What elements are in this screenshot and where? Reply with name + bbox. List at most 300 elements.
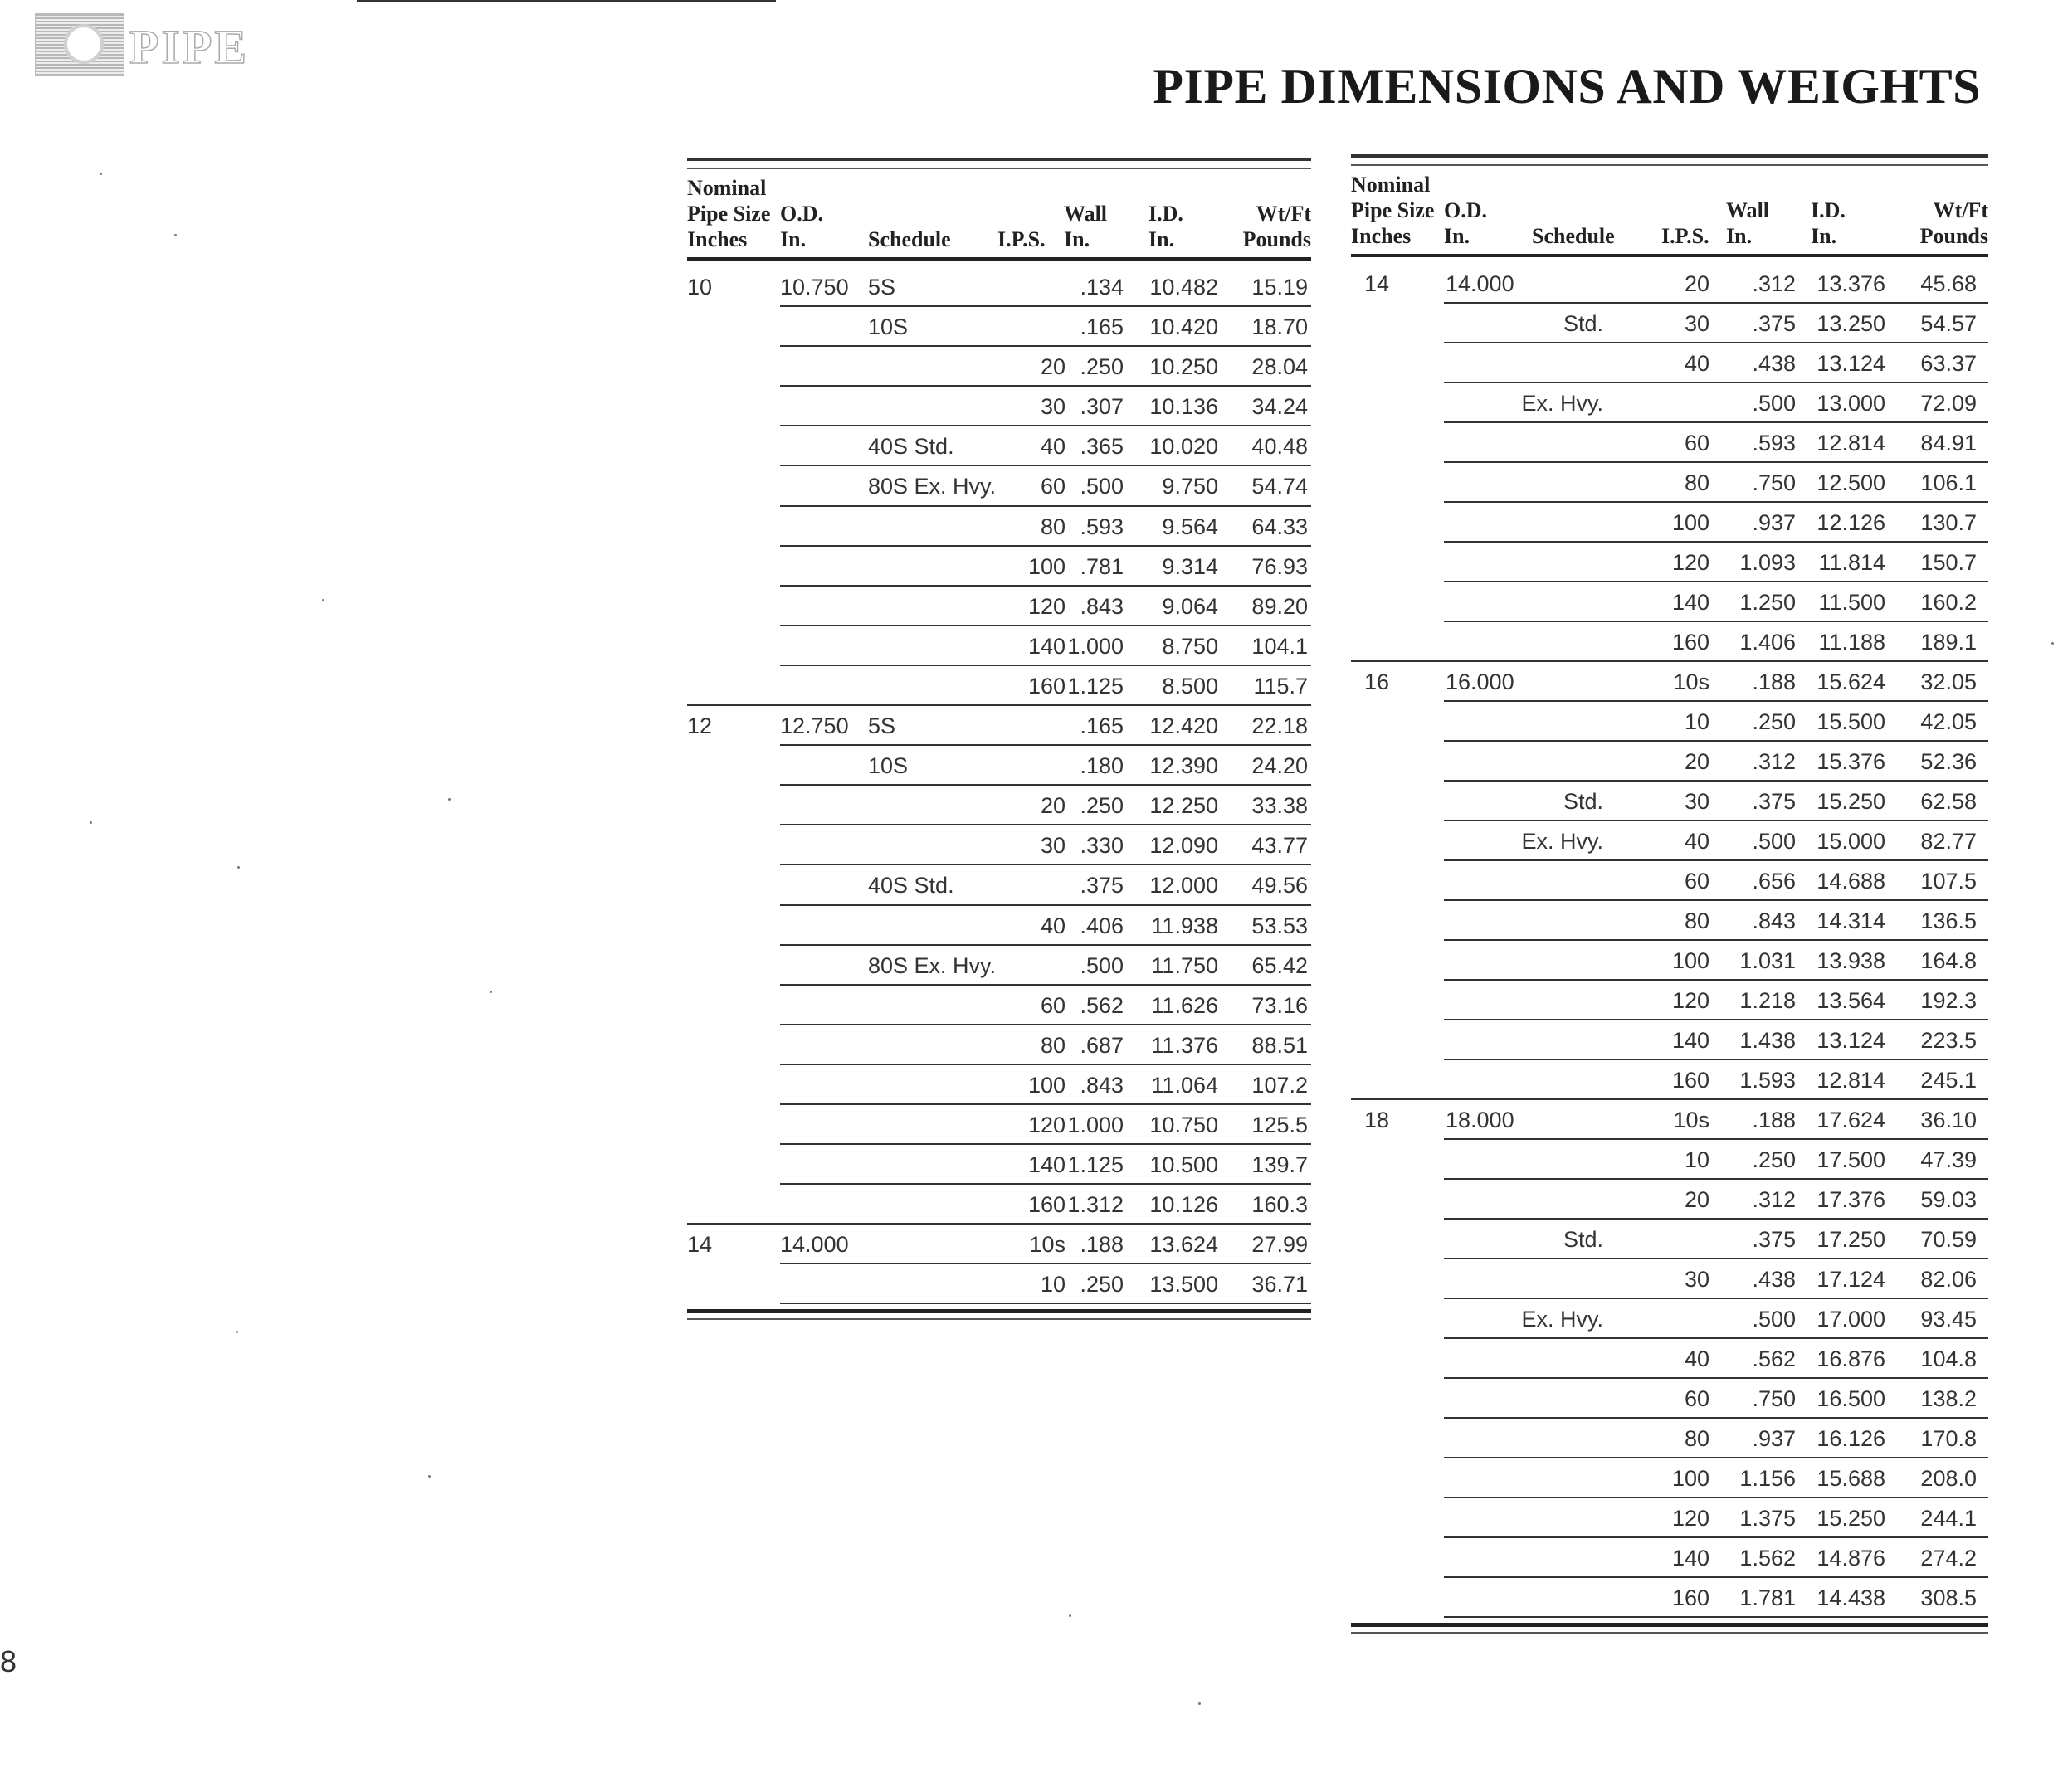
cell-wt: 164.8 [1920, 948, 1977, 973]
cell-ips: 80 [1684, 470, 1709, 495]
cell-wall: .687 [1080, 1032, 1124, 1058]
cell-id: 11.500 [1818, 590, 1885, 615]
pipe-table-left [687, 158, 1311, 1320]
table-row [1351, 821, 1988, 861]
cell-wt: 63.37 [1920, 351, 1977, 376]
table-row [1351, 503, 1988, 543]
cell-wall: .312 [1752, 749, 1796, 774]
cell-wall: .250 [1080, 793, 1124, 819]
cell-ips: 160 [1027, 1192, 1066, 1218]
cell-ips: 30 [1684, 1267, 1709, 1292]
cell-wt: 136.5 [1920, 908, 1977, 933]
cell-ips: 140 [1671, 590, 1709, 615]
cell-wt: 104.8 [1920, 1346, 1977, 1371]
cell-id: 13.376 [1817, 271, 1885, 296]
cell-ips: 140 [1671, 1028, 1709, 1053]
top-edge-rule [357, 0, 776, 2]
pipe-logo [35, 13, 251, 80]
cell-wall: .843 [1752, 908, 1796, 933]
cell-wt: 76.93 [1251, 553, 1308, 579]
cell-id: 9.564 [1162, 514, 1218, 539]
cell-ips: 20 [1040, 354, 1066, 380]
cell-ips: 30 [1684, 789, 1709, 814]
cell-ips: 100 [1671, 1466, 1709, 1491]
cell-ips: 160 [1671, 630, 1709, 655]
table-row [687, 1105, 1311, 1145]
scan-speck [90, 821, 92, 824]
cell-ips: 80 [1684, 908, 1709, 933]
cell-wt: 70.59 [1920, 1227, 1977, 1252]
cell-wt: 65.42 [1251, 952, 1308, 978]
cell-schedule: Std. [1563, 1227, 1603, 1252]
cell-wall: .781 [1080, 553, 1124, 579]
cell-wall: 1.218 [1739, 988, 1796, 1013]
cell-ips: 140 [1027, 1152, 1066, 1178]
scan-speck [2051, 642, 2054, 645]
cell-id: 10.020 [1149, 434, 1218, 460]
cell-ips: 20 [1684, 1187, 1709, 1212]
cell-nominal: 16 [1364, 670, 1390, 694]
cell-wt: 27.99 [1251, 1232, 1308, 1258]
cell-wall: 1.250 [1739, 590, 1796, 615]
header-od: O.D. In. [1444, 198, 1487, 248]
cell-ips: 80 [1040, 514, 1066, 539]
cell-ips: 20 [1040, 793, 1066, 819]
cell-schedule: 80S Ex. Hvy. [868, 952, 997, 978]
cell-wt: 150.7 [1920, 550, 1977, 575]
cell-wt: 54.74 [1251, 474, 1308, 499]
pipe-logo-icon [35, 13, 124, 76]
cell-wt: 160.2 [1920, 590, 1977, 615]
header-wall: Wall In. [1726, 198, 1770, 248]
scan-speck [490, 991, 492, 993]
cell-id: 15.500 [1817, 709, 1885, 734]
cell-wall: 1.125 [1067, 1152, 1124, 1178]
cell-wt: 93.45 [1920, 1307, 1977, 1332]
cell-id: 12.814 [1817, 431, 1885, 455]
table-row [687, 1065, 1311, 1105]
cell-id: 15.624 [1817, 670, 1885, 694]
cell-ips: 140 [1027, 633, 1066, 659]
cell-ips: 140 [1671, 1546, 1709, 1570]
cell-ips: 100 [1671, 510, 1709, 535]
table-row [1351, 343, 1988, 383]
cell-ips: 10s [1673, 1108, 1709, 1132]
cell-ips: 160 [1671, 1068, 1709, 1093]
cell-wt: 15.19 [1251, 275, 1308, 299]
cell-schedule: Ex. Hvy. [1521, 1307, 1603, 1332]
cell-wall: .750 [1752, 470, 1796, 495]
header-schedule: Schedule [1532, 224, 1615, 248]
cell-id: 11.750 [1151, 952, 1218, 978]
cell-wall: .188 [1752, 1108, 1796, 1132]
cell-ips: 40 [1684, 1346, 1709, 1371]
cell-ips: 30 [1040, 833, 1066, 859]
cell-wall: .250 [1752, 1147, 1796, 1172]
cell-od: 14.000 [1446, 271, 1514, 296]
cell-wt: 245.1 [1920, 1068, 1977, 1093]
cell-id: 16.126 [1817, 1426, 1885, 1451]
header-od: O.D. In. [780, 202, 823, 251]
table-row [687, 507, 1311, 547]
cell-wt: 62.58 [1920, 789, 1977, 814]
cell-id: 10.136 [1149, 394, 1218, 420]
cell-id: 13.500 [1149, 1272, 1218, 1298]
cell-wt: 104.1 [1251, 633, 1308, 659]
cell-wall: 1.312 [1067, 1192, 1124, 1218]
cell-wall: .375 [1752, 789, 1796, 814]
cell-id: 13.124 [1817, 351, 1885, 376]
cell-nominal: 14 [687, 1232, 713, 1258]
page-title: PIPE DIMENSIONS AND WEIGHTS [1153, 59, 1981, 114]
cell-wt: 49.56 [1251, 873, 1308, 898]
cell-ips: 60 [1684, 869, 1709, 894]
table-header [687, 174, 1311, 261]
table-row [1351, 622, 1988, 662]
table-body [687, 267, 1311, 1304]
cell-wall: .593 [1752, 431, 1796, 455]
cell-id: 13.564 [1817, 988, 1885, 1013]
cell-wt: 43.77 [1251, 833, 1308, 859]
cell-wall: 1.593 [1739, 1068, 1796, 1093]
table-row [1351, 1140, 1988, 1180]
cell-wall: .406 [1080, 913, 1124, 938]
table-row [687, 626, 1311, 666]
cell-wall: .330 [1080, 833, 1124, 859]
table-row [687, 946, 1311, 986]
table-row [1351, 1538, 1988, 1578]
cell-wt: 274.2 [1920, 1546, 1977, 1570]
cell-wall: .843 [1080, 593, 1124, 619]
cell-wt: 82.77 [1920, 829, 1977, 854]
table-row [1351, 702, 1988, 742]
cell-id: 9.750 [1162, 474, 1218, 499]
cell-ips: 100 [1027, 1072, 1066, 1098]
table-row [687, 1025, 1311, 1065]
cell-id: 14.314 [1817, 908, 1885, 933]
cell-ips: 120 [1027, 1112, 1066, 1137]
cell-wall: 1.031 [1739, 948, 1796, 973]
table-row [1351, 1419, 1988, 1458]
table-row [1351, 463, 1988, 503]
table-row [1351, 861, 1988, 901]
cell-id: 11.064 [1151, 1072, 1218, 1098]
cell-wall: 1.000 [1067, 633, 1124, 659]
cell-id: 9.064 [1162, 593, 1218, 619]
table-row [1351, 1259, 1988, 1299]
table-row [687, 547, 1311, 587]
cell-wt: 208.0 [1920, 1466, 1977, 1491]
cell-schedule: Ex. Hvy. [1521, 829, 1603, 854]
cell-id: 10.500 [1149, 1152, 1218, 1178]
cell-ips: 60 [1040, 474, 1066, 499]
pipe-table-right [1351, 154, 1988, 1634]
table-row [1351, 264, 1988, 304]
cell-wt: 107.2 [1251, 1072, 1308, 1098]
header-wt: Wt/Ft Pounds [1919, 198, 1988, 248]
scan-speck [174, 234, 177, 236]
cell-ips: 120 [1671, 1506, 1709, 1531]
table-row [1351, 941, 1988, 981]
cell-wt: 88.51 [1251, 1032, 1308, 1058]
header-id: I.D. In. [1148, 202, 1183, 251]
cell-wt: 42.05 [1920, 709, 1977, 734]
cell-id: 10.420 [1149, 314, 1218, 340]
header-schedule: Schedule [868, 227, 951, 251]
cell-wt: 33.38 [1251, 793, 1308, 819]
cell-wall: .562 [1752, 1346, 1796, 1371]
cell-wt: 170.8 [1920, 1426, 1977, 1451]
cell-wall: .307 [1080, 394, 1124, 420]
cell-nominal: 14 [1364, 271, 1390, 296]
cell-wt: 36.10 [1920, 1108, 1977, 1132]
table-row [687, 387, 1311, 426]
cell-wt: 36.71 [1251, 1272, 1308, 1298]
cell-wt: 32.05 [1920, 670, 1977, 694]
cell-wall: 1.781 [1739, 1585, 1796, 1610]
cell-ips: 20 [1684, 271, 1709, 296]
cell-id: 12.500 [1817, 470, 1885, 495]
cell-wall: 1.438 [1739, 1028, 1796, 1053]
cell-ips: 20 [1684, 749, 1709, 774]
cell-wall: .188 [1080, 1232, 1124, 1258]
table-bottom-rule [1351, 1623, 1988, 1634]
table-row [1351, 1020, 1988, 1060]
cell-wt: 73.16 [1251, 992, 1308, 1018]
header-ips: I.P.S. [997, 227, 1046, 251]
cell-wall: 1.000 [1067, 1112, 1124, 1137]
table-row [1351, 304, 1988, 343]
cell-id: 17.124 [1817, 1267, 1885, 1292]
cell-wall: .165 [1080, 713, 1124, 739]
cell-id: 13.250 [1817, 311, 1885, 336]
cell-id: 9.314 [1162, 553, 1218, 579]
cell-id: 15.376 [1817, 749, 1885, 774]
scan-speck [448, 798, 451, 801]
cell-od: 16.000 [1446, 670, 1514, 694]
cell-id: 10.250 [1149, 354, 1218, 380]
cell-wt: 138.2 [1920, 1386, 1977, 1411]
cell-ips: 10s [1029, 1232, 1066, 1258]
cell-wall: .312 [1752, 271, 1796, 296]
table-top-rule [687, 158, 1311, 169]
cell-wall: .438 [1752, 351, 1796, 376]
cell-ips: 60 [1040, 992, 1066, 1018]
cell-id: 11.188 [1818, 630, 1885, 655]
cell-wall: .312 [1752, 1187, 1796, 1212]
table-row [1351, 1339, 1988, 1379]
cell-wall: .937 [1752, 1426, 1796, 1451]
cell-wt: 84.91 [1920, 431, 1977, 455]
scan-speck [236, 1331, 238, 1333]
cell-wt: 189.1 [1920, 630, 1977, 655]
table-row [687, 706, 1311, 746]
scan-speck [237, 866, 240, 869]
cell-nominal: 10 [687, 275, 713, 299]
cell-wt: 125.5 [1251, 1112, 1308, 1137]
cell-ips: 120 [1671, 988, 1709, 1013]
cell-schedule: 10S [868, 753, 909, 779]
cell-ips: 30 [1684, 311, 1709, 336]
header-id: I.D. In. [1811, 198, 1846, 248]
cell-id: 17.624 [1817, 1108, 1885, 1132]
cell-ips: 10 [1040, 1272, 1066, 1298]
cell-wt: 223.5 [1920, 1028, 1977, 1053]
cell-wall: .750 [1752, 1386, 1796, 1411]
cell-ips: 60 [1684, 1386, 1709, 1411]
cell-wt: 244.1 [1920, 1506, 1977, 1531]
cell-id: 11.814 [1818, 550, 1885, 575]
header-wt: Wt/Ft Pounds [1242, 202, 1311, 251]
cell-wt: 72.09 [1920, 391, 1977, 416]
cell-id: 15.250 [1817, 789, 1885, 814]
cell-wt: 18.70 [1251, 314, 1308, 340]
cell-schedule: 40S Std. [868, 434, 954, 460]
cell-schedule: 5S [868, 713, 896, 739]
table-row [687, 1185, 1311, 1225]
cell-ips: 160 [1027, 673, 1066, 699]
cell-ips: 10 [1684, 1147, 1709, 1172]
cell-id: 13.000 [1817, 391, 1885, 416]
cell-ips: 120 [1027, 593, 1066, 619]
cell-wt: 59.03 [1920, 1187, 1977, 1212]
cell-ips: 40 [1684, 829, 1709, 854]
cell-id: 14.688 [1817, 869, 1885, 894]
cell-id: 12.000 [1149, 873, 1218, 898]
cell-ips: 80 [1040, 1032, 1066, 1058]
cell-wall: .500 [1080, 474, 1124, 499]
cell-id: 11.376 [1151, 1032, 1218, 1058]
table-row [687, 426, 1311, 466]
cell-wall: 1.125 [1067, 673, 1124, 699]
cell-wt: 139.7 [1251, 1152, 1308, 1178]
cell-wall: .562 [1080, 992, 1124, 1018]
scan-speck [100, 173, 102, 175]
cell-id: 17.250 [1817, 1227, 1885, 1252]
cell-schedule: Std. [1563, 311, 1603, 336]
cell-wall: .250 [1752, 709, 1796, 734]
cell-ips: 60 [1684, 431, 1709, 455]
table-row [687, 906, 1311, 946]
table-row [1351, 1299, 1988, 1339]
cell-id: 12.420 [1149, 713, 1218, 739]
table-row [687, 347, 1311, 387]
cell-wall: .500 [1752, 391, 1796, 416]
table-row [1351, 1578, 1988, 1618]
table-row [1351, 423, 1988, 463]
cell-id: 14.438 [1817, 1585, 1885, 1610]
cell-id: 8.500 [1162, 673, 1218, 699]
cell-wall: .843 [1080, 1072, 1124, 1098]
cell-wall: .134 [1080, 275, 1124, 299]
cell-wall: 1.093 [1739, 550, 1796, 575]
cell-wt: 47.39 [1920, 1147, 1977, 1172]
cell-wall: .165 [1080, 314, 1124, 340]
cell-ips: 10 [1684, 709, 1709, 734]
cell-nominal: 12 [687, 713, 713, 739]
table-row [687, 267, 1311, 307]
cell-id: 12.126 [1817, 510, 1885, 535]
cell-od: 14.000 [780, 1232, 849, 1258]
cell-id: 16.876 [1817, 1346, 1885, 1371]
table-row [687, 1225, 1311, 1264]
cell-wall: 1.406 [1739, 630, 1796, 655]
cell-wall: .180 [1080, 753, 1124, 779]
cell-wall: 1.562 [1739, 1546, 1796, 1570]
cell-wt: 52.36 [1920, 749, 1977, 774]
table-row [1351, 1379, 1988, 1419]
cell-wt: 130.7 [1920, 510, 1977, 535]
table-row [1351, 582, 1988, 622]
cell-id: 15.688 [1817, 1466, 1885, 1491]
cell-id: 13.124 [1817, 1028, 1885, 1053]
table-row [687, 986, 1311, 1025]
table-row [1351, 543, 1988, 582]
header-ips: I.P.S. [1661, 224, 1709, 248]
cell-wall: .500 [1752, 829, 1796, 854]
cell-id: 17.500 [1817, 1147, 1885, 1172]
cell-wall: .188 [1752, 670, 1796, 694]
table-row [687, 1145, 1311, 1185]
table-row [687, 746, 1311, 786]
cell-wt: 54.57 [1920, 311, 1977, 336]
cell-id: 13.938 [1817, 948, 1885, 973]
cell-id: 16.500 [1817, 1386, 1885, 1411]
cell-wall: .375 [1080, 873, 1124, 898]
cell-wt: 308.5 [1920, 1585, 1977, 1610]
cell-id: 13.624 [1149, 1232, 1218, 1258]
cell-ips: 80 [1684, 1426, 1709, 1451]
cell-ips: 40 [1684, 351, 1709, 376]
cell-id: 14.876 [1817, 1546, 1885, 1570]
cell-wt: 160.3 [1251, 1192, 1308, 1218]
table-row [687, 466, 1311, 506]
cell-wall: 1.156 [1739, 1466, 1796, 1491]
table-row [1351, 662, 1988, 702]
cell-od: 10.750 [780, 275, 849, 299]
cell-od: 12.750 [780, 713, 849, 739]
cell-id: 10.126 [1149, 1192, 1218, 1218]
cell-ips: 160 [1671, 1585, 1709, 1610]
table-row [687, 786, 1311, 825]
cell-id: 11.626 [1151, 992, 1218, 1018]
scan-speck [1198, 1702, 1201, 1705]
table-row [1351, 1180, 1988, 1220]
cell-schedule: Std. [1563, 789, 1603, 814]
cell-wall: .438 [1752, 1267, 1796, 1292]
cell-wt: 53.53 [1251, 913, 1308, 938]
cell-wall: .250 [1080, 354, 1124, 380]
cell-wt: 82.06 [1920, 1267, 1977, 1292]
cell-ips: 100 [1027, 553, 1066, 579]
cell-wall: .656 [1752, 869, 1796, 894]
cell-wall: .500 [1752, 1307, 1796, 1332]
cell-id: 11.938 [1151, 913, 1218, 938]
scan-speck [428, 1475, 431, 1478]
cell-ips: 30 [1040, 394, 1066, 420]
cell-id: 12.090 [1149, 833, 1218, 859]
table-row [687, 825, 1311, 865]
cell-wall: .500 [1080, 952, 1124, 978]
cell-id: 17.376 [1817, 1187, 1885, 1212]
scan-speck [1069, 1614, 1071, 1617]
table-header [1351, 171, 1988, 257]
cell-wt: 64.33 [1251, 514, 1308, 539]
cell-od: 18.000 [1446, 1108, 1514, 1132]
header-wall: Wall In. [1064, 202, 1108, 251]
cell-id: 15.000 [1817, 829, 1885, 854]
table-row [687, 666, 1311, 706]
